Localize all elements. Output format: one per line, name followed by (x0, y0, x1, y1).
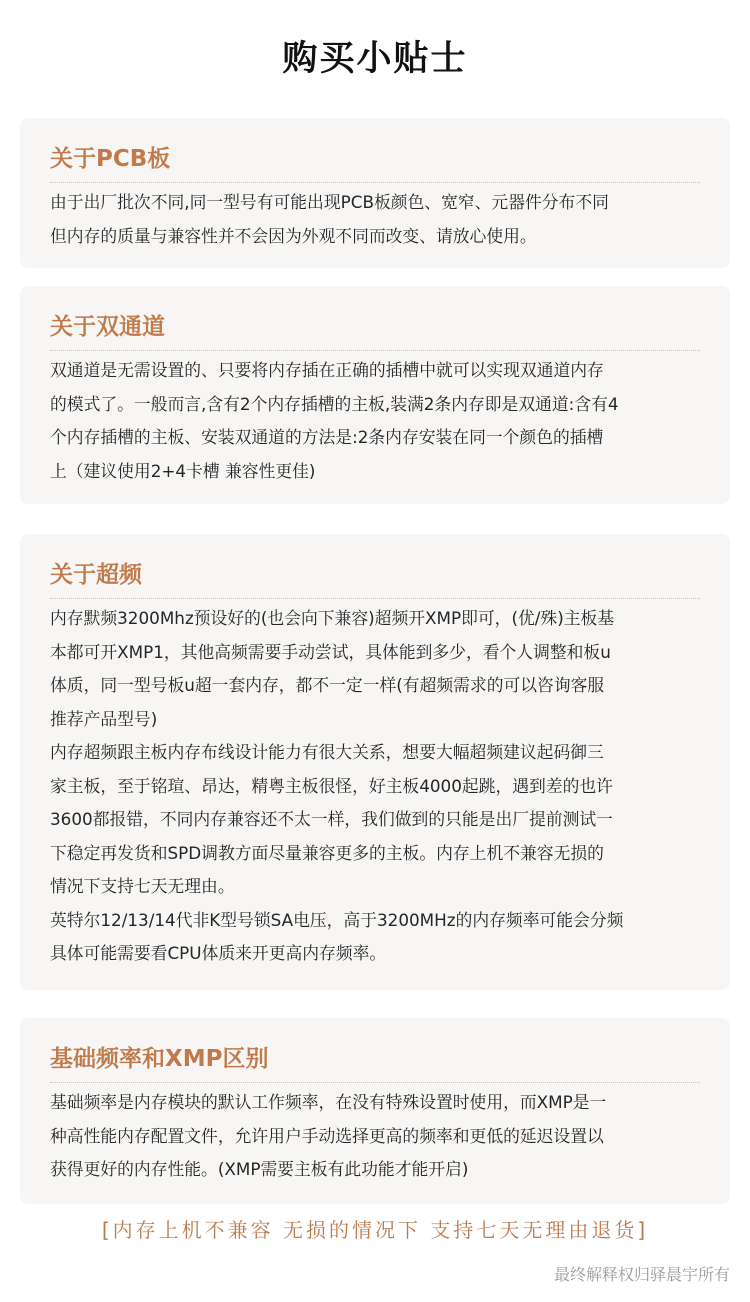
card-title: 基础频率和XMP区别 (50, 1042, 700, 1083)
tip-card-dual-channel (20, 286, 730, 504)
card-line: 的模式了。一般而言,含有2个内存插槽的主板,装满2条内存即是双通道:含有4 (50, 393, 619, 414)
card-body (50, 602, 700, 971)
card-line: 家主板，至于铭瑄、昂达，精粤主板很怪，好主板4000起跳，遇到差的也许 (50, 775, 613, 796)
card-line: 内存超频跟主板内存布线设计能力有很大关系，想要大幅超频建议起码御三 (50, 742, 604, 762)
rights-statement: 最终解释权归驿晨宇所有 (553, 1265, 730, 1284)
card-line: 情况下支持七天无理由。 (50, 876, 235, 896)
card-line: 基础频率是内存模块的默认工作频率，在没有特殊设置时使用，而XMP是一 (50, 1092, 607, 1112)
card-line: 下稳定再发货和SPD调教方面尽量兼容更多的主板。内存上机不兼容无损的 (50, 842, 604, 863)
card-title: 关于PCB板 (50, 142, 700, 183)
card-body (50, 1086, 700, 1187)
card-line: 体质，同一型号板u超一套内存，都不一定一样(有超频需求的可以咨询客服 (50, 675, 605, 695)
card-line: 获得更好的内存性能。(XMP需要主板有此功能才能开启) (50, 1159, 469, 1179)
card-title: 关于超频 (50, 558, 700, 599)
card-line: 双通道是无需设置的、只要将内存插在正确的插槽中就可以实现双通道内存 (50, 360, 604, 380)
card-line: 内存默频3200Mhz预设好的(也会向下兼容)超频开XMP即可，(优/殊)主板基 (50, 608, 615, 628)
card-line: 种高性能内存配置文件，允许用户手动选择更高的频率和更低的延迟设置以 (50, 1125, 604, 1146)
page-title: 购买小贴士 (282, 39, 468, 79)
card-line: 具体可能需要看CPU体质来开更高内存频率。 (50, 943, 387, 963)
card-line: 本都可开XMP1，其他高频需要手动尝试，具体能到多少，看个人调整和板u (50, 641, 611, 662)
card-line: 推荐产品型号) (50, 708, 158, 729)
tip-card-overclock (20, 534, 730, 990)
card-body (50, 354, 700, 488)
card-line: 上（建议使用2+4卡槽 兼容性更佳) (50, 460, 316, 481)
card-line: 由于出厂批次不同,同一型号有可能出现PCB板颜色、宽窄、元器件分布不同 (50, 192, 609, 212)
card-line: 但内存的质量与兼容性并不会因为外观不同而改变、请放心使用。 (50, 225, 537, 246)
tip-card-pcb (20, 118, 730, 268)
card-line: 英特尔12/13/14代非K型号锁SA电压，高于3200MHz的内存频率可能会分频 (50, 909, 624, 930)
tip-card-base-vs-xmp (20, 1018, 730, 1204)
card-line: 3600都报错，不同内存兼容还不太一样，我们做到的只能是出厂提前测试一 (50, 809, 613, 829)
card-title: 关于双通道 (50, 310, 700, 351)
card-line: 个内存插槽的主板、安装双通道的方法是:2条内存安装在同一个颜色的插槽 (50, 427, 604, 447)
return-policy-note: [内存上机不兼容 无损的情况下 支持七天无理由退货] (101, 1218, 649, 1242)
card-body (50, 186, 700, 253)
